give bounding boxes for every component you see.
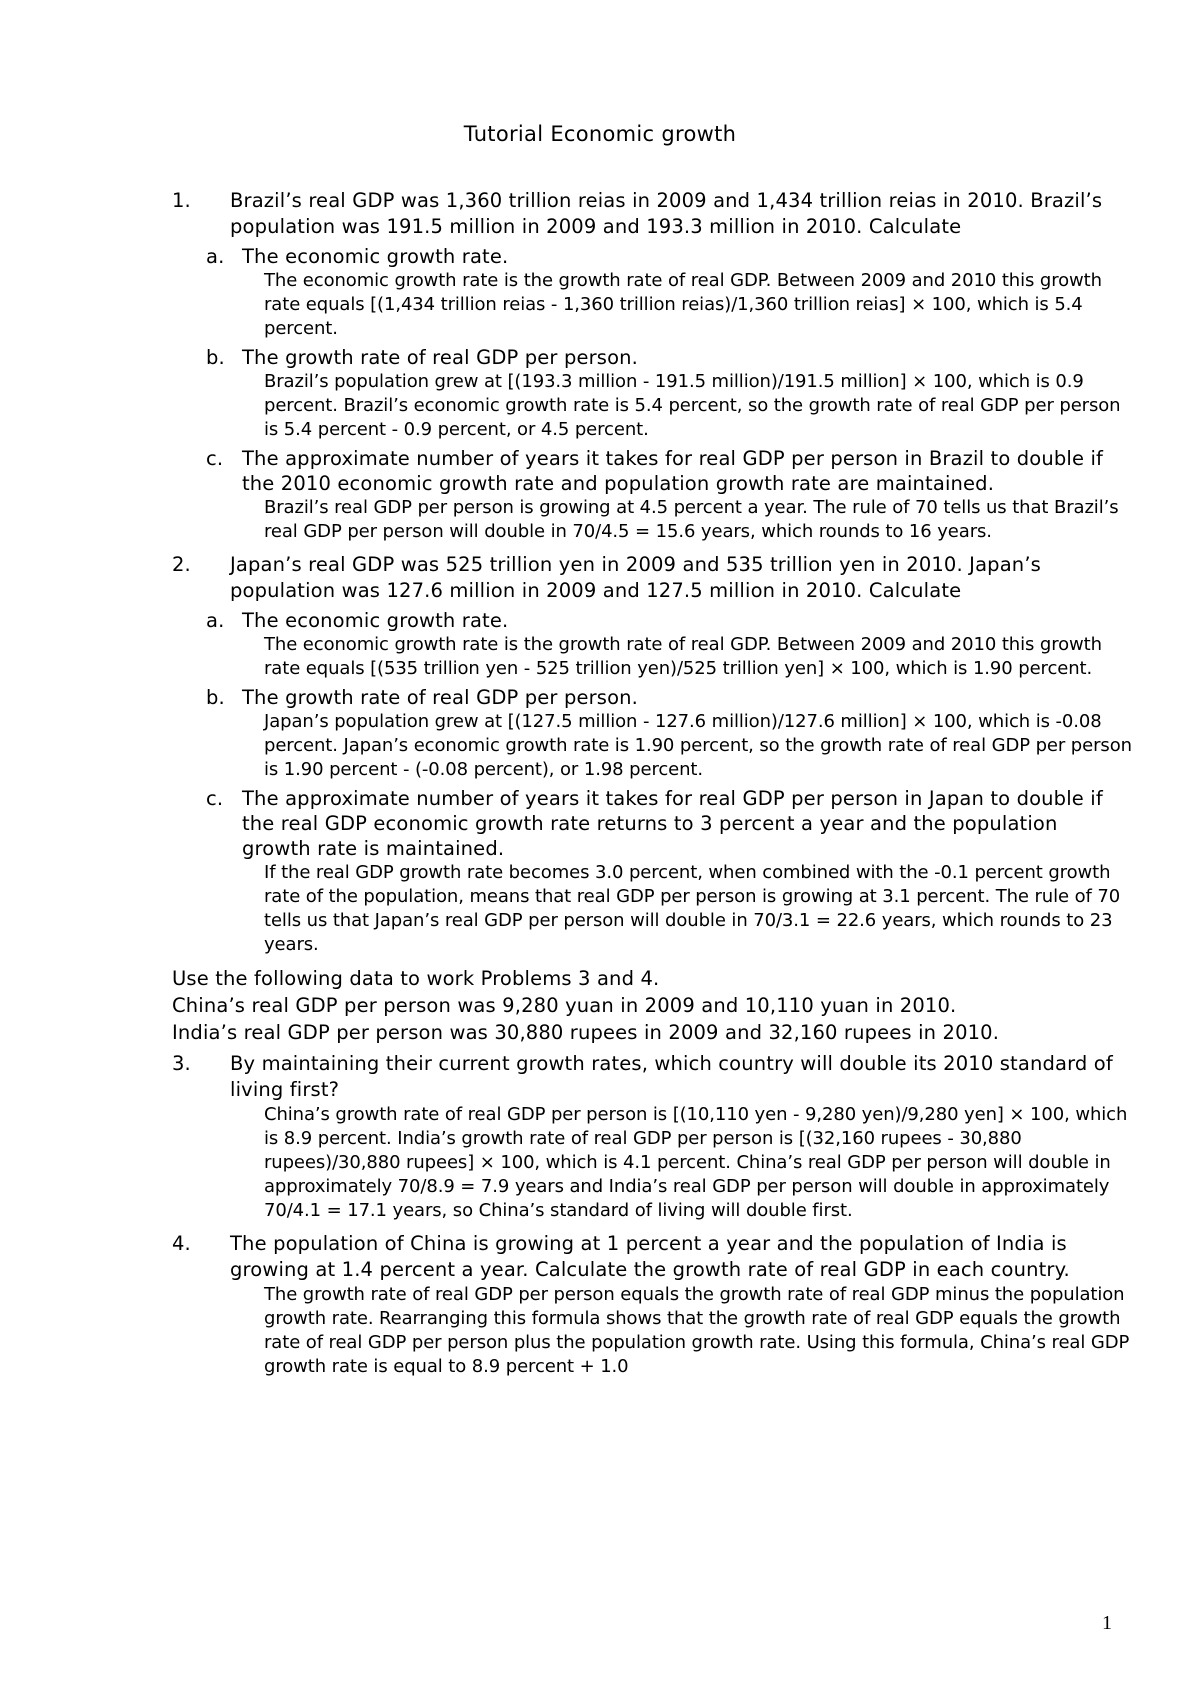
sub-letter: a.	[206, 609, 225, 632]
sub-letter: b.	[206, 686, 225, 709]
question-text: The population of China is growing at 1 percent a year and the population of India is growing at 1.4 percent a year. Calculate the growth rate of real GDP in each country.	[230, 1232, 1070, 1281]
question-2	[172, 552, 1132, 604]
question-number: 2.	[172, 553, 191, 576]
sub-question-text: The approximate number of years it takes for real GDP per person in Brazil to double if the 2010 economic growth rate and population growth rate are maintained.	[242, 447, 1104, 495]
sub-question-text: The economic growth rate.	[242, 245, 509, 268]
question-text: Brazil’s real GDP was 1,360 trillion reias in 2009 and 1,434 trillion reias in 2010. Brazil’s population was 191.5 million in 2009 and 193.3 million in 2010. Calculate	[230, 189, 1103, 238]
question-2c	[206, 786, 1132, 861]
answer-2c: If the real GDP growth rate becomes 3.0 percent, when combined with the -0.1 percent growth rate of the population, means that real GDP per person is growing at 3.1 percent. The rule of 70 tells us that Japan’s real GDP per person will double in 70/3.1 = 22.6 years, which rounds to 23 years.	[264, 862, 1121, 955]
question-1b	[206, 345, 1132, 370]
question-1c	[206, 446, 1132, 496]
document-title: Tutorial Economic growth	[463, 122, 737, 146]
answer-4: The growth rate of real GDP per person equals the growth rate of real GDP minus the population growth rate. Rearranging this formula shows that the growth rate of real GDP equals the growth rate of real GDP per person plus the population growth rate. Using this formula, China’s real GDP growth rate is equal to 8.9 percent + 1.0	[264, 1284, 1130, 1377]
question-4	[172, 1231, 1132, 1283]
answer-1a: The economic growth rate is the growth rate of real GDP. Between 2009 and 2010 this growth rate equals [(1,434 trillion reias - 1,360 trillion reias)/1,360 trillion reias] × 100, which is 5.4 percent.	[264, 270, 1102, 339]
sub-letter: a.	[206, 245, 225, 268]
sub-question-text: The growth rate of real GDP per person.	[242, 686, 639, 709]
sub-letter: c.	[206, 447, 224, 470]
question-2a	[206, 608, 1132, 633]
india-data: India’s real GDP per person was 30,880 rupees in 2009 and 32,160 rupees in 2010.	[172, 1021, 1000, 1044]
sub-question-text: The approximate number of years it takes for real GDP per person in Japan to double if the real GDP economic growth rate returns to 3 percent a year and the population growth rate is maintained.	[242, 787, 1103, 860]
document-body	[172, 188, 1132, 1379]
question-number: 4.	[172, 1232, 191, 1255]
question-number: 1.	[172, 189, 191, 212]
question-1	[172, 188, 1132, 240]
page-number: 1	[1102, 1612, 1112, 1634]
question-3	[172, 1051, 1132, 1103]
answer-1b: Brazil’s population grew at [(193.3 million - 191.5 million)/191.5 million] × 100, which is 0.9 percent. Brazil’s economic growth rate is 5.4 percent, so the growth rate of real GDP per person is 5.4 percent - 0.9 percent, or 4.5 percent.	[264, 371, 1121, 440]
sub-letter: c.	[206, 787, 224, 810]
question-2b	[206, 685, 1132, 710]
answer-3: China’s growth rate of real GDP per person is [(10,110 yen - 9,280 yen)/9,280 yen] × 100, which is 8.9 percent. India’s growth rate of real GDP per person is [(32,160 rupees - 30,880 rupees)/30,880 rupees] × 100, which is 4.1 percent. China’s real GDP per person will double in approximately 70/8.9 = 7.9 years and India’s real GDP per person will double in approximately 70/4.1 = 17.1 years, so China’s standard of living will double first.	[264, 1104, 1128, 1221]
china-data: China’s real GDP per person was 9,280 yuan in 2009 and 10,110 yuan in 2010.	[172, 994, 957, 1017]
sub-letter: b.	[206, 346, 225, 369]
question-1a	[206, 244, 1132, 269]
answer-2b: Japan’s population grew at [(127.5 million - 127.6 million)/127.6 million] × 100, which is -0.08 percent. Japan’s economic growth rate is 1.90 percent, so the growth rate of real GDP per person is 1.90 percent - (-0.08 percent), or 1.98 percent.	[264, 711, 1132, 780]
sub-question-text: The economic growth rate.	[242, 609, 509, 632]
question-text: By maintaining their current growth rates, which country will double its 2010 standard of living first?	[230, 1052, 1113, 1101]
sub-question-text: The growth rate of real GDP per person.	[242, 346, 639, 369]
answer-2a: The economic growth rate is the growth rate of real GDP. Between 2009 and 2010 this growth rate equals [(535 trillion yen - 525 trillion yen)/525 trillion yen] × 100, which is 1.90 percent.	[264, 634, 1102, 679]
question-number: 3.	[172, 1052, 191, 1075]
question-text: Japan’s real GDP was 525 trillion yen in 2009 and 535 trillion yen in 2010. Japan’s population was 127.6 million in 2009 and 127.5 million in 2010. Calculate	[230, 553, 1041, 602]
answer-1c: Brazil’s real GDP per person is growing at 4.5 percent a year. The rule of 70 tells us that Brazil’s real GDP per person will double in 70/4.5 = 15.6 years, which rounds to 16 years.	[264, 497, 1119, 542]
problems-intro: Use the following data to work Problems 3 and 4.	[172, 967, 660, 990]
